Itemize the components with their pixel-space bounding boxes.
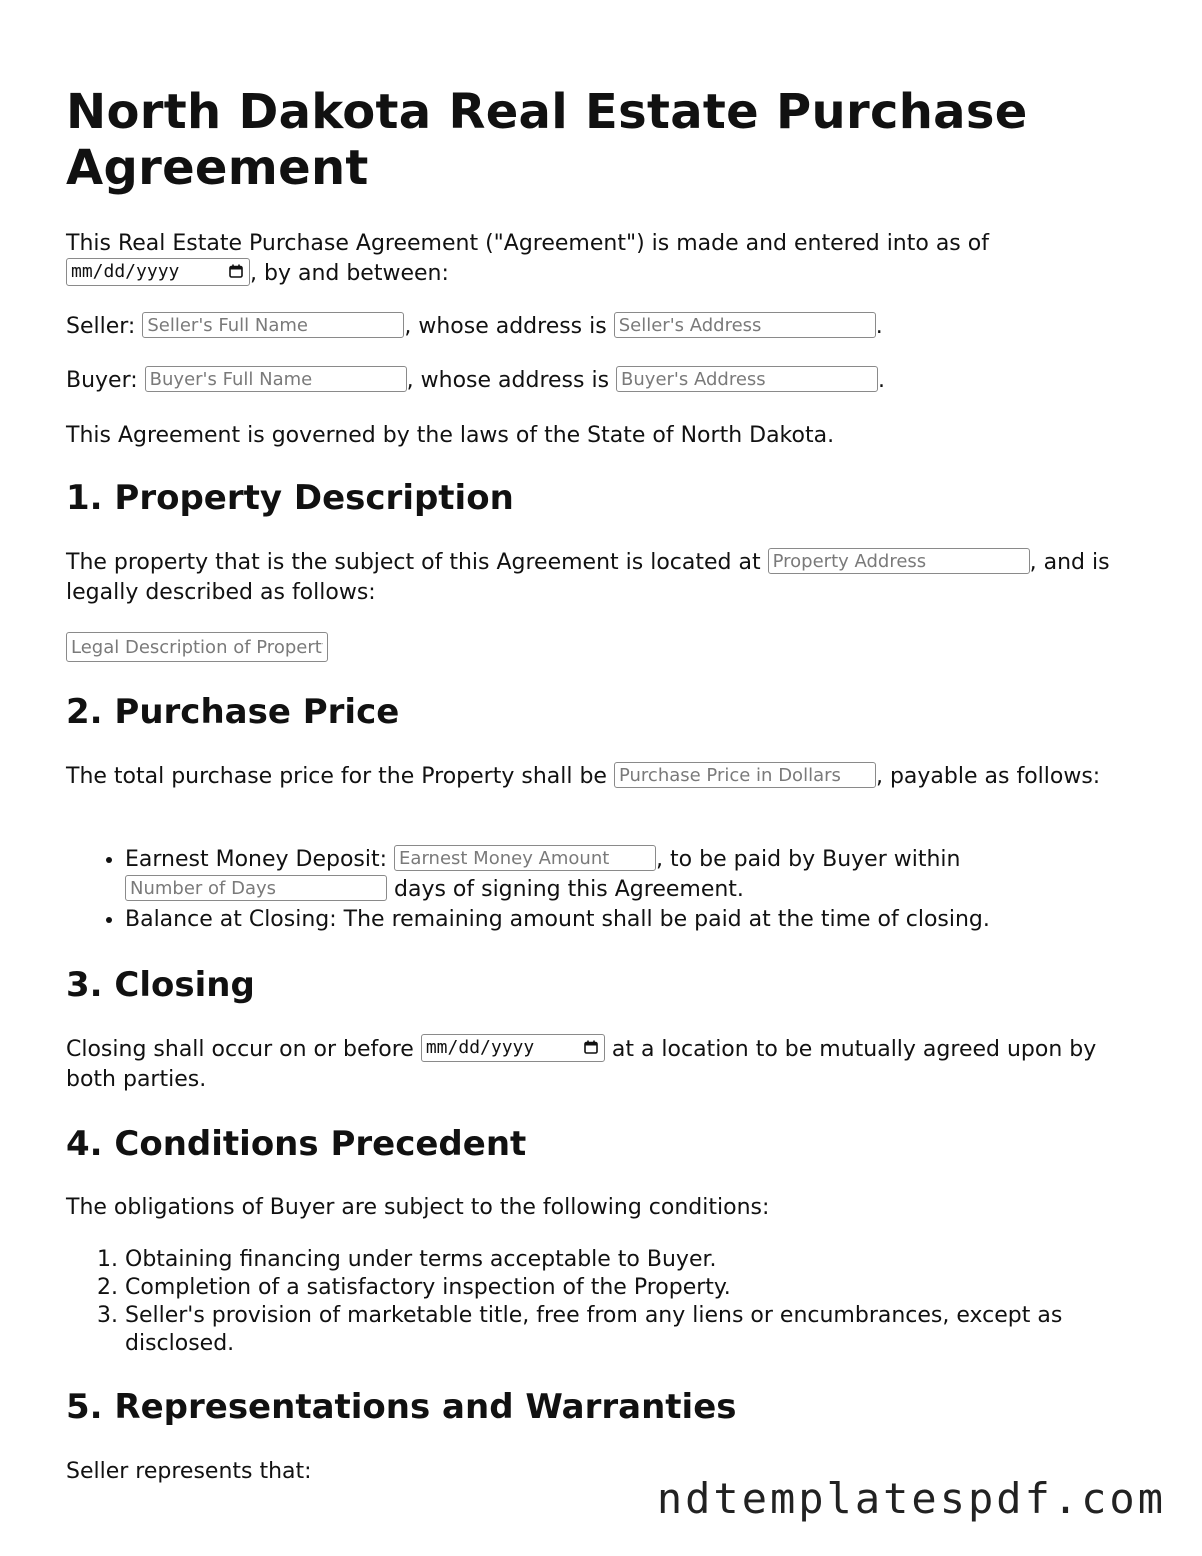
earnest-label: Earnest Money Deposit: (125, 847, 388, 872)
earnest-middle-text: , to be paid by Buyer within (656, 847, 961, 872)
conditions-list (66, 1246, 1146, 1358)
agreement-date-input[interactable] (66, 258, 250, 286)
buyer-end: . (878, 368, 886, 393)
calendar-icon[interactable] (229, 264, 243, 278)
section-2-heading: 2. Purchase Price (66, 692, 400, 732)
section-4-heading: 4. Conditions Precedent (66, 1124, 527, 1164)
seller-end: . (875, 314, 883, 339)
intro-text-after: , by and between: (250, 261, 449, 286)
closing-text: Closing shall occur on or before (66, 1037, 414, 1062)
buyer-address-input[interactable] (616, 366, 878, 392)
intro-text: This Real Estate Purchase Agreement ("Agreement") is made and entered into as of (66, 231, 989, 256)
calendar-icon[interactable] (584, 1040, 598, 1054)
governing-law-text: This Agreement is governed by the laws of the State of North Dakota. (66, 423, 835, 448)
property-address-input[interactable] (768, 548, 1030, 574)
buyer-line (66, 366, 1146, 396)
intro-paragraph (66, 229, 1146, 289)
seller-line (66, 312, 1146, 342)
earnest-end-text: days of signing this Agreement. (387, 877, 744, 902)
list-item: 1. Obtaining financing under terms acceptable to Buyer. (125, 1246, 1146, 1274)
seller-label: Seller: (66, 314, 136, 339)
date-placeholder: mm/dd/yyyy (71, 261, 180, 282)
watermark: ndtemplatespdf.com (656, 1474, 1166, 1523)
legal-description-input[interactable] (66, 632, 328, 662)
property-text-after: , and is legally described as follows: (66, 550, 1110, 605)
payment-list (66, 845, 1146, 935)
seller-middle-text: , whose address is (404, 314, 607, 339)
days-input[interactable] (125, 875, 387, 901)
price-text: The total purchase price for the Property shall be (66, 764, 607, 789)
purchase-price-paragraph (66, 762, 1146, 792)
buyer-name-input[interactable] (145, 366, 407, 392)
buyer-label: Buyer: (66, 368, 138, 393)
section-1-heading: 1. Property Description (66, 478, 514, 518)
page-title: North Dakota Real Estate Purchase Agreement (66, 84, 1028, 196)
legal-description-wrap (66, 632, 1146, 662)
purchase-price-input[interactable] (614, 762, 876, 788)
list-item (125, 845, 1146, 905)
seller-address-input[interactable] (614, 312, 876, 338)
section-3-heading: 3. Closing (66, 965, 255, 1005)
section-5-heading: 5. Representations and Warranties (66, 1387, 737, 1427)
property-paragraph (66, 548, 1146, 608)
seller-name-input[interactable] (142, 312, 404, 338)
list-item: • Balance at Closing: The remaining amount shall be paid at the time of closing. (125, 905, 1146, 935)
warranties-intro: Seller represents that: (66, 1459, 312, 1484)
date-placeholder: mm/dd/yyyy (425, 1037, 535, 1058)
closing-date-input[interactable] (421, 1034, 605, 1062)
list-item: 2. Completion of a satisfactory inspection of the Property. (125, 1274, 1146, 1302)
buyer-middle-text: , whose address is (406, 368, 610, 393)
property-text: The property that is the subject of this Agreement is located at (66, 550, 761, 575)
closing-paragraph (66, 1035, 1146, 1095)
price-text-after: , payable as follows: (875, 764, 1101, 789)
list-item: 3. Seller's provision of marketable title, free from any liens or encumbrances, except as disclosed. (125, 1302, 1146, 1358)
earnest-money-input[interactable] (394, 845, 656, 871)
conditions-intro: The obligations of Buyer are subject to the following conditions: (66, 1195, 770, 1220)
closing-text-after: at a location to be mutually agreed upon by both parties. (66, 1037, 1097, 1092)
